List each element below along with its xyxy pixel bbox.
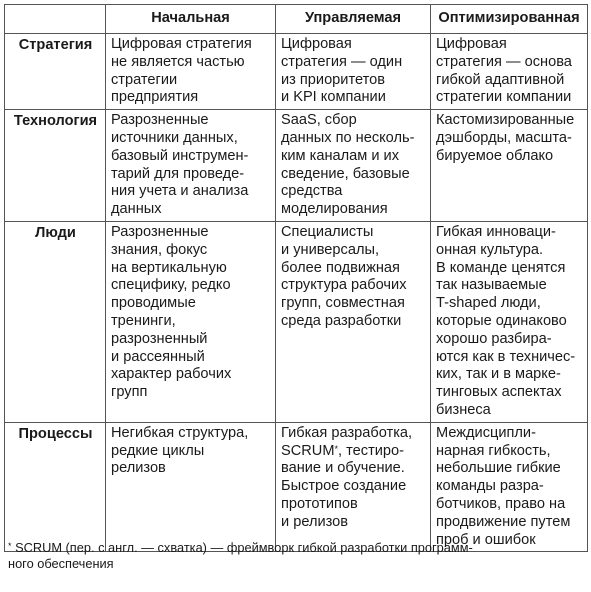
cell-line: стратегия — основа [436, 53, 572, 70]
table-header-row [5, 5, 588, 34]
cell-line: Негибкая структура, [111, 424, 249, 441]
header-corner [5, 5, 106, 34]
cell-line: проводимые [111, 295, 196, 312]
cell-line: данных [111, 201, 162, 218]
row-header: Люди [5, 221, 106, 422]
cell-line: прототипов [281, 495, 358, 512]
cell-line: гибкой адаптивной [436, 71, 565, 88]
cell-line: Специалисты [281, 223, 374, 240]
table-cell [106, 221, 276, 422]
table-cell [276, 422, 431, 552]
cell-line: тинговых аспектах [436, 384, 562, 401]
cell-line: Гибкая инноваци- [436, 223, 556, 240]
cell-line: Разрозненные [111, 223, 209, 240]
cell-line: В команде ценятся [436, 259, 566, 276]
cell-line: средства [281, 183, 343, 200]
cell-line: T-shaped люди, [436, 295, 541, 312]
cell-line: и универсалы, [281, 241, 380, 258]
cell-line: ния учета и анализа [111, 183, 249, 200]
cell-line: моделирования [281, 201, 388, 218]
table-cell [431, 110, 588, 222]
cell-line: SaaS, сбор [281, 112, 357, 129]
table-cell [431, 221, 588, 422]
cell-line: и KPI компании [281, 89, 386, 106]
footnote-line: ного обеспечения [8, 556, 114, 571]
cell-line: Быстрое создание [281, 478, 407, 495]
cell-line: групп [111, 384, 148, 401]
cell-line: более подвижная [281, 259, 400, 276]
cell-line: которые одинаково [436, 312, 567, 329]
cell-line: стратегии компании [436, 89, 572, 106]
cell-line: знания, фокус [111, 241, 208, 258]
cell-line: дэшборды, масшта- [436, 129, 572, 146]
cell-line: Междисципли- [436, 424, 536, 441]
column-header: Оптимизированная [431, 5, 588, 34]
cell-line: Цифровая [436, 36, 507, 52]
row-header: Технология [5, 110, 106, 222]
cell-line: ким каналам и их [281, 147, 399, 164]
table-row [5, 221, 588, 422]
table-row [5, 422, 588, 552]
cell-line: источники данных, [111, 129, 238, 146]
cell-line: предприятия [111, 89, 199, 106]
table-cell [431, 34, 588, 110]
cell-line: продвижение путем [436, 513, 571, 530]
table-cell [276, 221, 431, 422]
footnote-line: * SCRUM (пер. с англ. — схватка) — фреймворк гибкой разработки программ- [8, 540, 473, 555]
cell-line: специфику, редко [111, 277, 231, 294]
cell-line: нарная гибкость, [436, 442, 551, 459]
cell-line: хорошо разбира- [436, 330, 552, 347]
table-row [5, 34, 588, 110]
cell-line: стратегия — один [281, 53, 403, 70]
cell-line: бизнеса [436, 401, 491, 418]
cell-line: Кастомизированные [436, 112, 575, 129]
cell-line: релизов [111, 460, 166, 477]
row-header: Стратегия [5, 34, 106, 110]
cell-line: ботчиков, право на [436, 495, 566, 512]
cell-line: так называемые [436, 277, 547, 294]
cell-line: ются как в техничес- [436, 348, 576, 365]
cell-line: Цифровая [281, 36, 352, 52]
footnote [8, 540, 583, 572]
cell-line: Цифровая стратегия [111, 36, 252, 52]
cell-line: и рассеянный [111, 348, 205, 365]
table-cell [276, 34, 431, 110]
cell-line: и релизов [281, 513, 349, 530]
cell-line: онная культура. [436, 241, 544, 258]
cell-line: на вертикальную [111, 259, 227, 276]
cell-line: базовый инструмен- [111, 147, 249, 164]
cell-line: бируемое облако [436, 147, 554, 164]
cell-line: не является частью [111, 53, 245, 70]
cell-line: стратегии [111, 71, 178, 88]
cell-line: проб и ошибок [436, 531, 536, 548]
table-cell [106, 422, 276, 552]
cell-line: тарий для проведе- [111, 165, 245, 182]
cell-line: вание и обучение. [281, 460, 405, 477]
row-header: Процессы [5, 422, 106, 552]
cell-line: редкие циклы [111, 442, 205, 459]
cell-line: Гибкая разработка, [281, 424, 413, 441]
cell-line: структура рабочих [281, 277, 407, 294]
maturity-matrix-table [4, 4, 588, 552]
cell-line: ких, так и в марке- [436, 366, 561, 383]
cell-line: небольшие гибкие [436, 460, 561, 477]
cell-line: из приоритетов [281, 71, 385, 88]
table-row [5, 110, 588, 222]
table-cell [431, 422, 588, 552]
cell-line: команды разра- [436, 478, 544, 495]
cell-line: данных по несколь- [281, 129, 415, 146]
table-cell [276, 110, 431, 222]
cell-line: разрозненный [111, 330, 208, 347]
cell-line: Разрозненные [111, 112, 209, 129]
cell-line: сведение, базовые [281, 165, 410, 182]
cell-line: тренинги, [111, 312, 176, 329]
column-header: Начальная [106, 5, 276, 34]
column-header: Управляемая [276, 5, 431, 34]
table-cell [106, 34, 276, 110]
table-cell [106, 110, 276, 222]
cell-line: SCRUM*, тестиро- [281, 442, 405, 459]
cell-line: характер рабочих [111, 366, 232, 383]
cell-line: среда разработки [281, 312, 402, 329]
cell-line: групп, совместная [281, 295, 405, 312]
